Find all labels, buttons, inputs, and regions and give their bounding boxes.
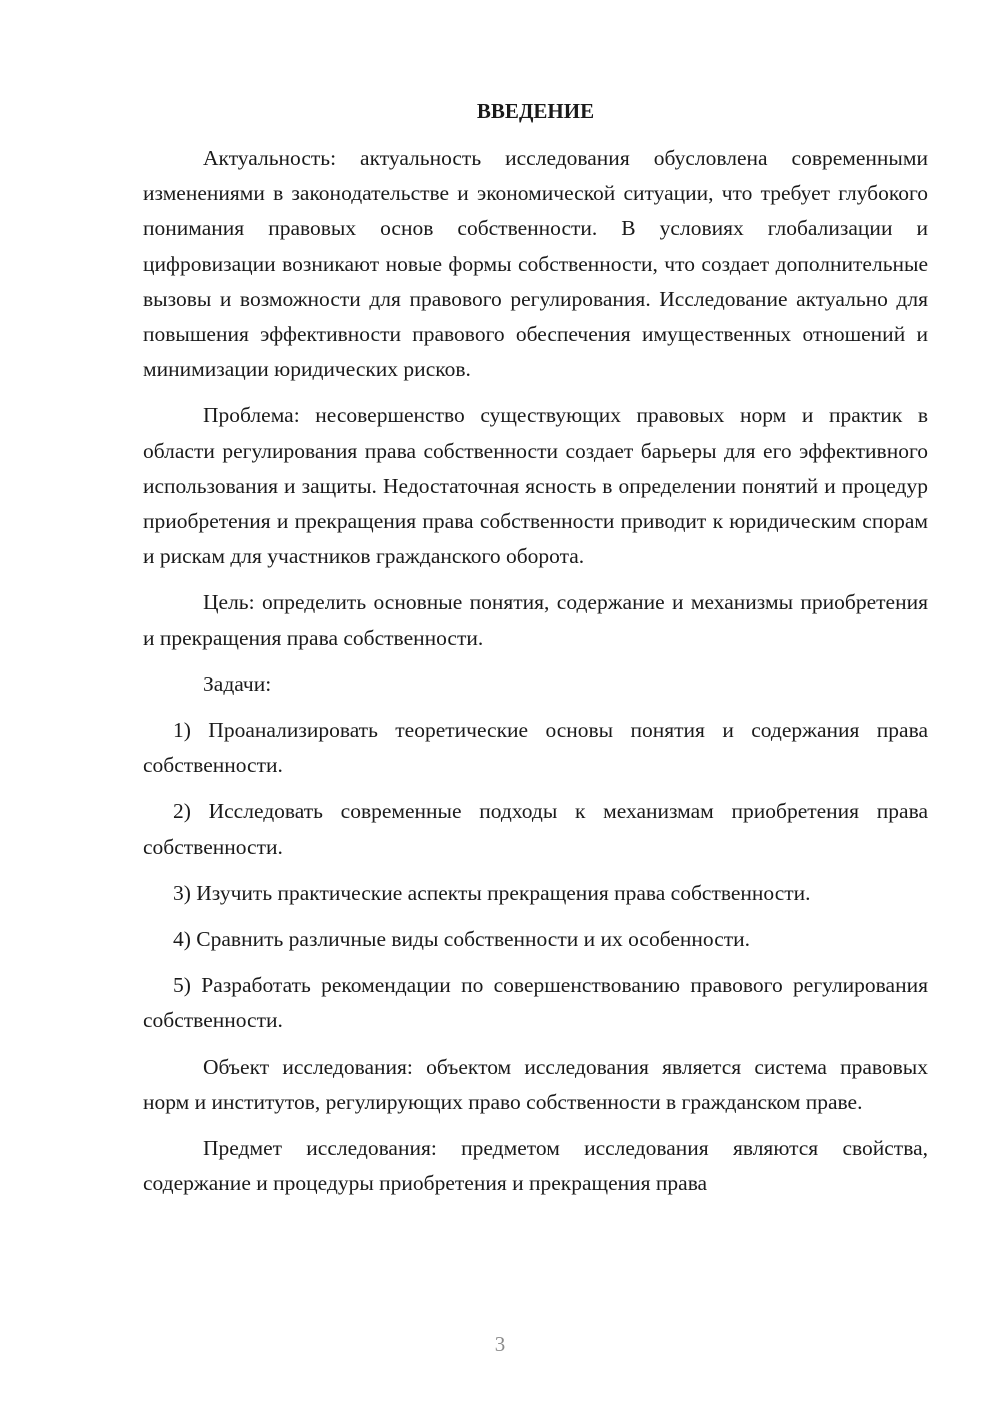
page-number: 3 bbox=[494, 1332, 506, 1356]
task-item-1: 1) Проанализировать теоретические основы понятия и содержания права собственности. bbox=[143, 718, 928, 778]
relevance-paragraph: Актуальность: актуальность исследования обусловлена современными изменениями в законодательстве и экономической ситуации, что требует глубокого понимания правовых основ собственности. В условиях глобализации и цифровизации возникают новые формы собственности, что создает дополнительные вызовы и возможности для правового регулирования. Исследование актуально для повышения эффективности правового обеспечения имущественных отношений и минимизации юридических рисков. bbox=[143, 146, 928, 382]
task-item-4: 4) Сравнить различные виды собственности и их особенности. bbox=[173, 927, 751, 952]
tasks-label: Задачи: bbox=[203, 671, 272, 696]
section-heading: ВВЕДЕНИЕ bbox=[476, 99, 595, 123]
task-item-3: 3) Изучить практические аспекты прекращения права собственности. bbox=[173, 880, 811, 905]
task-item-5: 5) Разработать рекомендации по совершенствованию правового регулирования собственности. bbox=[143, 973, 928, 1033]
object-paragraph: Объект исследования: объектом исследования является система правовых норм и институтов, регулирующих право собственности в гражданском праве. bbox=[143, 1054, 928, 1114]
document-page bbox=[143, 94, 928, 1201]
problem-paragraph: Проблема: несовершенство существующих правовых норм и практик в области регулирования права собственности создает барьеры для его эффективного использования и защиты. Недостаточная ясность в определении понятий и процедур приобретения и прекращения права собственности приводит к юридическим спорам и рискам для участников гражданского оборота. bbox=[143, 403, 928, 569]
subject-paragraph: Предмет исследования: предметом исследования являются свойства, содержание и процедуры приобретения и прекращения права bbox=[143, 1136, 928, 1196]
goal-paragraph: Цель: определить основные понятия, содержание и механизмы приобретения и прекращения права собственности. bbox=[143, 590, 928, 650]
task-item-2: 2) Исследовать современные подходы к механизмам приобретения права собственности. bbox=[143, 799, 928, 859]
